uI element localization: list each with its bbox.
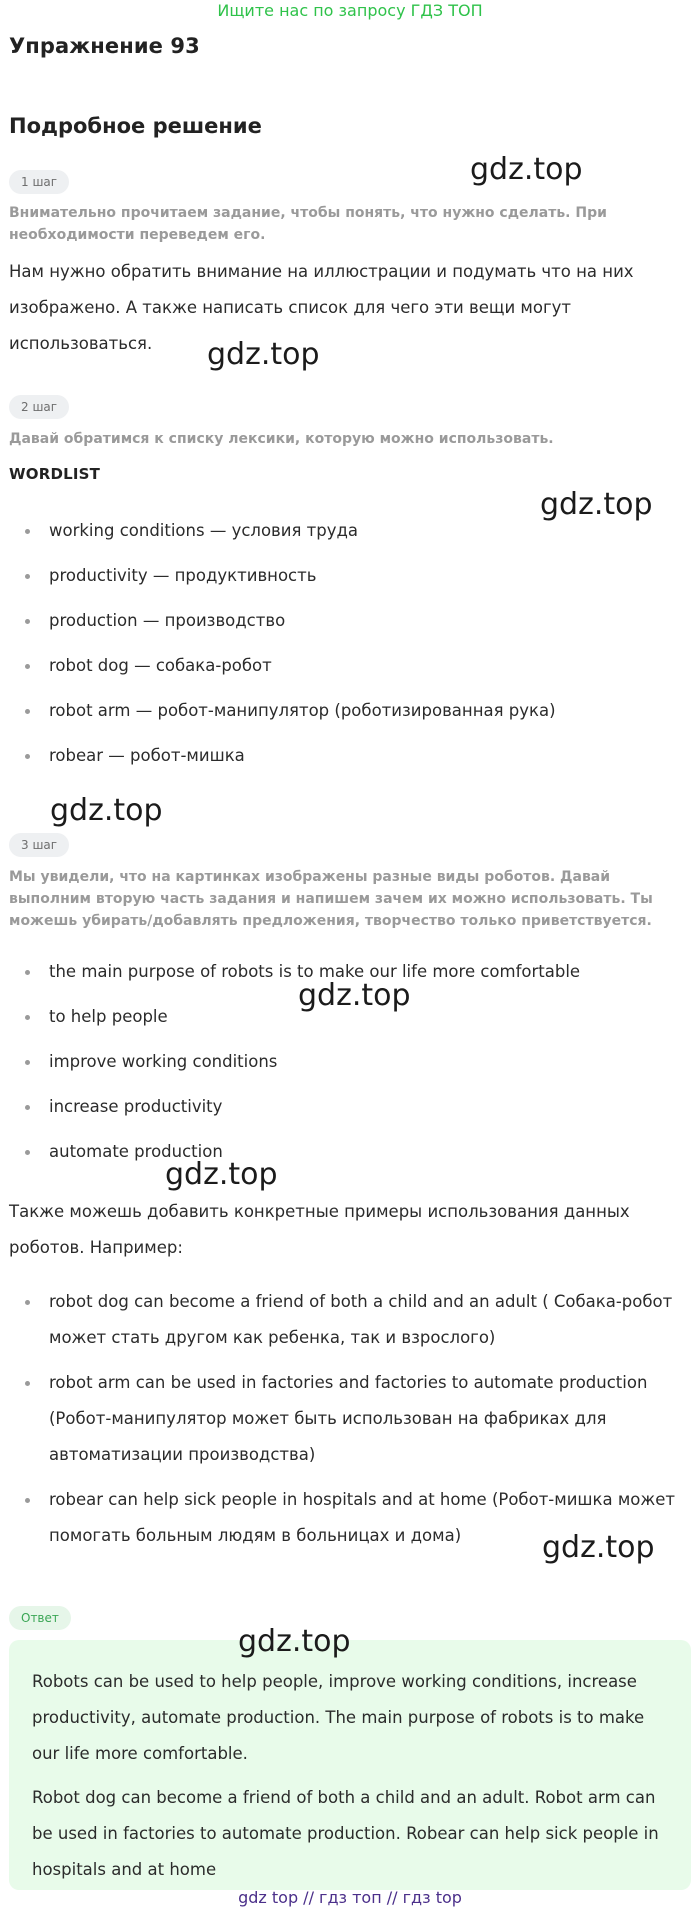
step-2-badge: 2 шаг [9,395,69,419]
list-item: robear — робот-мишка [0,743,690,788]
watermark: gdz.top [298,978,411,1013]
bullet-icon [25,754,30,759]
list-item: robot arm — робот-манипулятор (роботизированная рука) [0,698,690,743]
watermark: gdz.top [542,1530,655,1565]
bullet-icon [25,709,30,714]
step-3-badge: 3 шаг [9,833,69,857]
bullet-icon [25,664,30,669]
exercise-title: Упражнение 93 [9,34,200,58]
bullet-icon [25,1060,30,1065]
footer-links[interactable]: gdz top // гдз топ // гдз top [238,1888,462,1907]
step-3-instruction: Мы увидели, что на картинках изображены разные виды роботов. Давай выполним вторую часть задания и напишем зачем их можно использовать. Ты можешь убирать/добавлять предложения, творчество только приветствуется. [9,869,653,929]
bullet-icon [25,574,30,579]
list-item: robot arm can be used in factories and factories to automate production (Робот-манипулятор может быть использован на фабриках для автоматизации производства) [0,1365,690,1473]
bullet-icon [25,1381,30,1386]
bullet-icon [25,529,30,534]
step-1-badge: 1 шаг [9,170,69,194]
list-item: automate production [0,1139,690,1184]
watermark: gdz.top [238,1624,351,1659]
examples-intro: Также можешь добавить конкретные примеры использования данных роботов. Например: [9,1202,630,1257]
list-item: to help people [0,1004,690,1049]
bullet-icon [25,1150,30,1155]
bullet-icon [25,1300,30,1305]
bullet-icon [25,1498,30,1503]
step-1-instruction: Внимательно прочитаем задание, чтобы понять, что нужно сделать. При необходимости переведем его. [9,205,607,243]
watermark: gdz.top [165,1157,278,1192]
list-item: the main purpose of robots is to make our life more comfortable [0,959,690,1004]
list-item: increase productivity [0,1094,690,1139]
answer-paragraph-1: Robots can be used to help people, improve working conditions, increase productivity, automate production. The main purpose of robots is to make our life more comfortable. [32,1672,645,1763]
step-1-text: Нам нужно обратить внимание на иллюстрации и подумать что на них изображено. А также написать список для чего эти вещи могут использоваться. [9,262,634,353]
watermark: gdz.top [50,793,163,828]
list-item: productivity — продуктивность [0,563,690,608]
watermark: gdz.top [470,152,583,187]
list-item: robear can help sick people in hospitals and at home (Робот-мишка может помогать больным людям в больницах и дома) [0,1482,690,1554]
wordlist [0,518,690,788]
solution-title: Подробное решение [9,114,262,138]
bullet-icon [25,619,30,624]
list-item: robot dog can become a friend of both a child and an adult ( Собака-робот может стать другом как ребенка, так и взрослого) [0,1284,690,1356]
watermark: gdz.top [540,487,653,522]
list-item: improve working conditions [0,1049,690,1094]
answer-badge: Ответ [9,1606,71,1630]
wordlist-title: WORDLIST [9,465,101,483]
answer-paragraph-2: Robot dog can become a friend of both a child and an adult. Robot arm can be used in factories to automate production. Robear can help sick people in hospitals and at home [32,1788,659,1879]
search-banner[interactable]: Ищите нас по запросу ГДЗ ТОП [217,1,483,20]
list-item: robot dog — собака-робот [0,653,690,698]
bullet-icon [25,970,30,975]
list-item: working conditions — условия труда [0,518,690,563]
step-2-instruction: Давай обратимся к списку лексики, которую можно использовать. [9,431,554,447]
watermark: gdz.top [207,337,320,372]
bullet-icon [25,1015,30,1020]
examples-list [0,1284,690,1563]
bullet-icon [25,1105,30,1110]
list-item: production — производство [0,608,690,653]
